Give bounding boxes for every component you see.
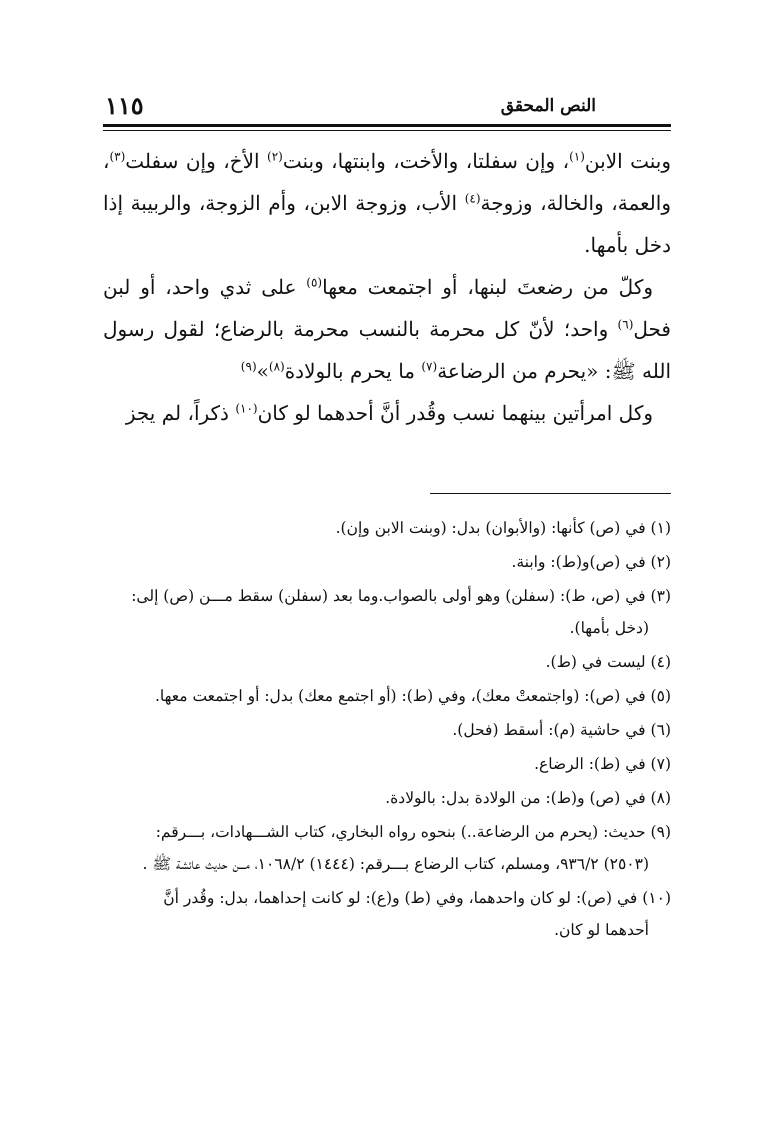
text-span: الأخ، وإن سفلت (125, 149, 267, 173)
footnote-ref: (١٠) (235, 401, 258, 416)
paragraph-2 (103, 266, 671, 392)
text-span: وكل امرأتين بينهما نسب وقُدر أنَّ أحدهما لو كان (257, 401, 653, 425)
footnote-text: في (ص) و(ط): من الولادة بدل: بالولادة. (385, 789, 646, 807)
footnote-number: (٥) (650, 687, 671, 705)
paragraph-3 (103, 392, 671, 434)
footnote-ref: (٦) (617, 317, 634, 332)
footnote-number: (٩) (650, 823, 671, 841)
footnote-number: (٦) (650, 721, 671, 739)
text-span: ، والعمة، والخالة، وزوجة (103, 149, 671, 215)
footnote-text: في حاشية (م): أسقط (فحل). (452, 721, 646, 739)
text-span: على ثدي واحد، أو لبن فحل (103, 275, 671, 341)
footnote-number: (١٠) (642, 889, 671, 907)
header-rule-thin (103, 130, 671, 131)
footnote-number: (٧) (650, 755, 671, 773)
footnote-ref: (٣) (109, 149, 126, 164)
footnote-text: في (ط): الرضاع. (534, 755, 646, 773)
text-span: » (256, 359, 269, 383)
footnote-ref: (٧) (421, 359, 438, 374)
footnote (103, 816, 671, 880)
footnote (103, 882, 671, 946)
footnote-ref: (٨) (268, 359, 285, 374)
footnote (103, 646, 671, 678)
footnote-continuation: أحدهما لو كان. (554, 921, 649, 939)
text-span: الأب، وزوجة الابن، وأم الزوجة، والربيبة إذا دخل بأمها. (103, 191, 671, 257)
footnote-text: في (ص): لو كان واحدهما، وفي (ط) و(ع): لو كانت إحداهما، بدل: وقُدر أنَّ (163, 889, 638, 907)
page-number: ١١٥ (105, 91, 144, 120)
footnote-ref: (١) (569, 149, 585, 164)
footnote-text: في (ص، ط): (سفلن) وهو أولى بالصواب.وما بعد (سفلن) سقط مـــن (ص) إلى: (131, 587, 646, 605)
footnote-ref: (٢) (267, 149, 283, 164)
text-span: وكلّ من رضعتَ لبنها، أو اجتمعت معها (322, 275, 653, 299)
footnote (103, 782, 671, 814)
footnote-number: (٤) (650, 653, 671, 671)
main-text (103, 140, 671, 434)
running-title: النص المحقق (500, 96, 596, 116)
footnote-ref: (٤) (464, 191, 481, 206)
footnote (103, 580, 671, 644)
footnote (103, 714, 671, 746)
footnote (103, 546, 671, 578)
footnote-text: ليست في (ط). (545, 653, 646, 671)
footnote (103, 680, 671, 712)
footnote-text: حديث: (يحرم من الرضاعة..) بنحوه رواه البخاري، كتاب الشـــهادات، بـــرقم: (155, 823, 646, 841)
footnote-continuation: (٢٥٠٣) ٩٣٦/٢، ومسلم، كتاب الرضاع بـــرقم: (١٤٤٤) ١٠٦٨/٢، مـــن حديث عائشة ﷺ . (142, 855, 649, 873)
footnote-ref: (٥) (306, 275, 323, 290)
footnote (103, 512, 671, 544)
footnotes (103, 512, 671, 948)
text-span: ما يحرم بالولادة (284, 359, 422, 383)
paragraph-1 (103, 140, 671, 266)
page-header (103, 88, 671, 124)
footnote-text: في (ص)و(ط): وابنة. (511, 553, 646, 571)
footnote-text: في (ص) كأنها: (والأبوان) بدل: (وبنت الابن وإن). (335, 519, 646, 537)
header-rule-thick (103, 124, 671, 127)
footnote-text: في (ص): (واجتمعتْ معك)، وفي (ط): (أو اجتمع معك) بدل: أو اجتمعت معها. (154, 687, 646, 705)
text-span: ذكراً، لم يجز (125, 401, 236, 425)
footnote-number: (٨) (650, 789, 671, 807)
footnote-number: (٢) (650, 553, 671, 571)
footnote (103, 748, 671, 780)
text-span: وبنت الابن (584, 149, 672, 173)
footnote-continuation: (دخل بأمها). (569, 619, 649, 637)
text-span: ، وإن سفلتا، والأخت، وابنتها، وبنت (282, 149, 570, 173)
footnote-number: (٣) (650, 587, 671, 605)
footnote-separator (430, 493, 671, 494)
text-span: واحد؛ لأنّ كل محرمة بالنسب محرمة بالرضاع؛ لقول رسول الله ﷺ: «يحرم من الرضاعة (103, 317, 671, 383)
footnote-number: (١) (650, 519, 671, 537)
footnote-ref: (٩) (240, 359, 257, 374)
